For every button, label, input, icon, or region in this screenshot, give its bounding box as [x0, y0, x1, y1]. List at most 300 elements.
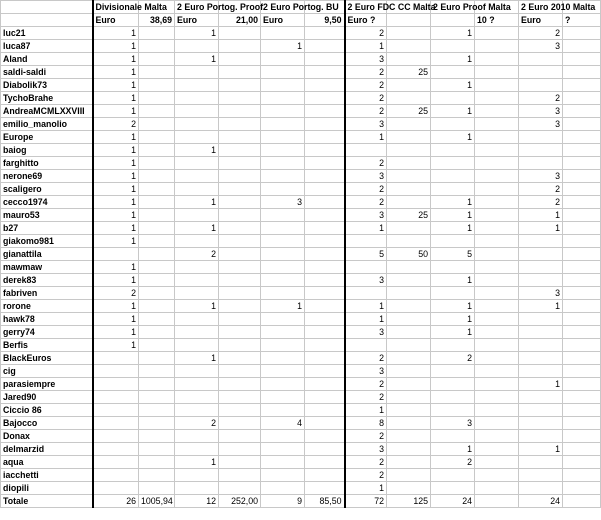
table-cell[interactable]: [93, 391, 139, 404]
table-cell[interactable]: 3: [519, 105, 563, 118]
row-label-cell[interactable]: derek83: [1, 274, 93, 287]
table-cell[interactable]: 2: [345, 183, 387, 196]
table-cell[interactable]: 1: [175, 300, 219, 313]
row-label-cell[interactable]: fabriven: [1, 287, 93, 300]
table-cell[interactable]: [261, 404, 305, 417]
table-cell[interactable]: [93, 352, 139, 365]
table-cell[interactable]: 25: [387, 105, 431, 118]
table-cell[interactable]: [261, 248, 305, 261]
row-label-cell[interactable]: iacchetti: [1, 469, 93, 482]
table-cell[interactable]: [219, 430, 261, 443]
table-cell[interactable]: [139, 469, 175, 482]
table-cell[interactable]: 1: [175, 456, 219, 469]
table-cell[interactable]: [475, 300, 519, 313]
table-cell[interactable]: [519, 404, 563, 417]
table-cell[interactable]: 1: [93, 144, 139, 157]
table-cell[interactable]: 2: [519, 92, 563, 105]
table-cell[interactable]: 1: [93, 53, 139, 66]
table-cell[interactable]: 2: [345, 66, 387, 79]
table-cell[interactable]: [563, 92, 601, 105]
table-cell[interactable]: [219, 339, 261, 352]
table-cell[interactable]: [261, 391, 305, 404]
table-cell[interactable]: [139, 261, 175, 274]
table-cell[interactable]: [519, 79, 563, 92]
table-cell[interactable]: [475, 79, 519, 92]
table-cell[interactable]: [219, 378, 261, 391]
row-label-cell[interactable]: nerone69: [1, 170, 93, 183]
table-cell[interactable]: [563, 235, 601, 248]
table-cell[interactable]: [519, 157, 563, 170]
table-cell[interactable]: [387, 430, 431, 443]
table-cell[interactable]: [345, 261, 387, 274]
row-label-cell[interactable]: saldi-saldi: [1, 66, 93, 79]
table-cell[interactable]: [387, 196, 431, 209]
table-cell[interactable]: [219, 53, 261, 66]
table-cell[interactable]: [93, 378, 139, 391]
row-label-cell[interactable]: Bajocco: [1, 417, 93, 430]
table-cell[interactable]: 1: [93, 326, 139, 339]
table-cell[interactable]: [387, 339, 431, 352]
table-cell[interactable]: [563, 53, 601, 66]
table-cell[interactable]: [519, 131, 563, 144]
table-cell[interactable]: [387, 274, 431, 287]
table-cell[interactable]: [261, 352, 305, 365]
table-cell[interactable]: [475, 443, 519, 456]
table-cell[interactable]: [139, 287, 175, 300]
table-cell[interactable]: [261, 209, 305, 222]
table-cell[interactable]: 2: [345, 352, 387, 365]
table-cell[interactable]: [139, 170, 175, 183]
table-cell[interactable]: [139, 313, 175, 326]
table-cell[interactable]: [305, 313, 345, 326]
table-cell[interactable]: [219, 352, 261, 365]
table-cell[interactable]: [475, 222, 519, 235]
table-cell[interactable]: [93, 482, 139, 495]
table-cell[interactable]: [305, 339, 345, 352]
table-cell[interactable]: 1: [175, 196, 219, 209]
table-cell[interactable]: [563, 300, 601, 313]
table-cell[interactable]: [219, 261, 261, 274]
table-cell[interactable]: 2: [345, 92, 387, 105]
table-cell[interactable]: [305, 391, 345, 404]
table-cell[interactable]: [563, 118, 601, 131]
table-cell[interactable]: 2: [519, 196, 563, 209]
table-cell[interactable]: [431, 118, 475, 131]
table-cell[interactable]: [261, 222, 305, 235]
table-cell[interactable]: [563, 261, 601, 274]
table-cell[interactable]: [261, 482, 305, 495]
table-cell[interactable]: [139, 430, 175, 443]
table-cell[interactable]: [139, 209, 175, 222]
table-cell[interactable]: 3: [345, 209, 387, 222]
table-cell[interactable]: [139, 365, 175, 378]
table-cell[interactable]: [93, 404, 139, 417]
table-cell[interactable]: [431, 183, 475, 196]
table-cell[interactable]: 1: [519, 209, 563, 222]
table-cell[interactable]: 4: [261, 417, 305, 430]
table-cell[interactable]: [563, 157, 601, 170]
table-cell[interactable]: [519, 261, 563, 274]
table-cell[interactable]: [305, 287, 345, 300]
table-cell[interactable]: [387, 14, 431, 27]
table-cell[interactable]: [475, 118, 519, 131]
table-cell[interactable]: [175, 326, 219, 339]
table-cell[interactable]: [175, 430, 219, 443]
table-cell[interactable]: [431, 235, 475, 248]
table-cell[interactable]: [139, 391, 175, 404]
table-cell[interactable]: [563, 326, 601, 339]
table-cell[interactable]: [219, 313, 261, 326]
table-cell[interactable]: [139, 105, 175, 118]
table-cell[interactable]: [387, 170, 431, 183]
table-cell[interactable]: [139, 66, 175, 79]
row-label-cell[interactable]: scaligero: [1, 183, 93, 196]
table-cell[interactable]: [219, 105, 261, 118]
table-cell[interactable]: 12: [175, 495, 219, 508]
table-cell[interactable]: 3: [519, 287, 563, 300]
table-cell[interactable]: 2: [345, 456, 387, 469]
table-cell[interactable]: [519, 391, 563, 404]
row-label-cell[interactable]: luca87: [1, 40, 93, 53]
table-cell[interactable]: [219, 326, 261, 339]
table-cell[interactable]: [563, 313, 601, 326]
table-cell[interactable]: 1: [93, 183, 139, 196]
table-cell[interactable]: 3: [519, 118, 563, 131]
table-cell[interactable]: [219, 196, 261, 209]
table-cell[interactable]: 3: [519, 40, 563, 53]
table-cell[interactable]: 125: [387, 495, 431, 508]
table-cell[interactable]: [219, 365, 261, 378]
table-cell[interactable]: [261, 144, 305, 157]
table-cell[interactable]: 3: [345, 274, 387, 287]
table-cell[interactable]: 1: [345, 222, 387, 235]
table-cell[interactable]: [475, 339, 519, 352]
table-cell[interactable]: 21,00: [219, 14, 261, 27]
table-cell[interactable]: [219, 118, 261, 131]
table-cell[interactable]: 3: [345, 326, 387, 339]
table-cell[interactable]: [387, 469, 431, 482]
table-cell[interactable]: 2 Euro FDC CC Malta: [345, 1, 387, 14]
table-cell[interactable]: 1: [93, 27, 139, 40]
table-cell[interactable]: [261, 79, 305, 92]
row-label-cell[interactable]: aqua: [1, 456, 93, 469]
table-cell[interactable]: 2: [345, 391, 387, 404]
table-cell[interactable]: [519, 417, 563, 430]
table-cell[interactable]: [519, 66, 563, 79]
table-cell[interactable]: Divisionale Malta: [93, 1, 139, 14]
table-cell[interactable]: [387, 131, 431, 144]
table-cell[interactable]: [219, 144, 261, 157]
table-cell[interactable]: [261, 469, 305, 482]
row-label-cell[interactable]: farghitto: [1, 157, 93, 170]
table-cell[interactable]: [219, 79, 261, 92]
table-cell[interactable]: [475, 469, 519, 482]
table-cell[interactable]: [563, 469, 601, 482]
table-cell[interactable]: [219, 248, 261, 261]
table-cell[interactable]: [305, 209, 345, 222]
table-cell[interactable]: [475, 40, 519, 53]
table-cell[interactable]: 1: [175, 352, 219, 365]
row-label-cell[interactable]: Donax: [1, 430, 93, 443]
table-cell[interactable]: ?: [563, 14, 601, 27]
table-cell[interactable]: 2 Euro Proof Malta: [431, 1, 475, 14]
table-cell[interactable]: [139, 118, 175, 131]
table-cell[interactable]: 2: [93, 287, 139, 300]
table-cell[interactable]: [93, 469, 139, 482]
row-label-cell[interactable]: Aland: [1, 53, 93, 66]
table-cell[interactable]: 1: [93, 66, 139, 79]
row-label-cell[interactable]: cig: [1, 365, 93, 378]
table-cell[interactable]: [261, 261, 305, 274]
table-cell[interactable]: [175, 105, 219, 118]
table-cell[interactable]: [345, 287, 387, 300]
table-cell[interactable]: 5: [431, 248, 475, 261]
table-cell[interactable]: [387, 235, 431, 248]
row-label-cell[interactable]: rorone: [1, 300, 93, 313]
row-label-cell[interactable]: Jared90: [1, 391, 93, 404]
table-cell[interactable]: [261, 378, 305, 391]
table-cell[interactable]: [139, 144, 175, 157]
table-cell[interactable]: 2: [345, 105, 387, 118]
table-cell[interactable]: [305, 157, 345, 170]
table-cell[interactable]: [519, 365, 563, 378]
table-cell[interactable]: [175, 79, 219, 92]
table-cell[interactable]: Euro ?: [345, 14, 387, 27]
table-cell[interactable]: [261, 157, 305, 170]
row-label-cell[interactable]: luc21: [1, 27, 93, 40]
table-cell[interactable]: [387, 53, 431, 66]
table-cell[interactable]: 1: [93, 157, 139, 170]
row-label-cell[interactable]: TychoBrahe: [1, 92, 93, 105]
table-cell[interactable]: [261, 443, 305, 456]
table-cell[interactable]: [387, 287, 431, 300]
table-cell[interactable]: [305, 183, 345, 196]
table-cell[interactable]: [93, 443, 139, 456]
table-cell[interactable]: [305, 196, 345, 209]
table-cell[interactable]: [139, 27, 175, 40]
table-cell[interactable]: [175, 66, 219, 79]
table-cell[interactable]: [219, 92, 261, 105]
table-cell[interactable]: 5: [345, 248, 387, 261]
table-cell[interactable]: 1: [345, 404, 387, 417]
table-cell[interactable]: [305, 378, 345, 391]
table-cell[interactable]: 1: [93, 222, 139, 235]
table-cell[interactable]: [563, 365, 601, 378]
table-cell[interactable]: [387, 300, 431, 313]
table-cell[interactable]: [475, 261, 519, 274]
table-cell[interactable]: [519, 456, 563, 469]
table-cell[interactable]: 3: [345, 118, 387, 131]
table-cell[interactable]: [563, 209, 601, 222]
table-cell[interactable]: [261, 170, 305, 183]
table-cell[interactable]: [475, 287, 519, 300]
table-cell[interactable]: [563, 404, 601, 417]
table-cell[interactable]: [519, 469, 563, 482]
table-cell[interactable]: [563, 378, 601, 391]
table-cell[interactable]: [305, 27, 345, 40]
table-cell[interactable]: [219, 274, 261, 287]
table-cell[interactable]: [175, 469, 219, 482]
table-cell[interactable]: [519, 313, 563, 326]
table-cell[interactable]: [305, 365, 345, 378]
table-cell[interactable]: [175, 274, 219, 287]
table-cell[interactable]: [563, 287, 601, 300]
table-cell[interactable]: [305, 79, 345, 92]
table-cell[interactable]: [305, 430, 345, 443]
table-cell[interactable]: [519, 248, 563, 261]
row-label-cell[interactable]: Berfis: [1, 339, 93, 352]
table-cell[interactable]: [431, 391, 475, 404]
table-cell[interactable]: [175, 261, 219, 274]
table-cell[interactable]: 1: [431, 53, 475, 66]
table-cell[interactable]: 24: [431, 495, 475, 508]
table-cell[interactable]: [175, 157, 219, 170]
table-cell[interactable]: [519, 326, 563, 339]
table-cell[interactable]: [563, 196, 601, 209]
table-cell[interactable]: 26: [93, 495, 139, 508]
table-cell[interactable]: 1: [431, 131, 475, 144]
table-cell[interactable]: [93, 248, 139, 261]
table-cell[interactable]: [387, 261, 431, 274]
table-cell[interactable]: [387, 456, 431, 469]
table-cell[interactable]: 2: [93, 118, 139, 131]
table-cell[interactable]: [519, 430, 563, 443]
table-cell[interactable]: 8: [345, 417, 387, 430]
table-cell[interactable]: [175, 118, 219, 131]
table-cell[interactable]: [261, 274, 305, 287]
table-cell[interactable]: [563, 495, 601, 508]
table-cell[interactable]: [261, 118, 305, 131]
row-label-cell[interactable]: delmarzid: [1, 443, 93, 456]
table-cell[interactable]: [219, 404, 261, 417]
table-cell[interactable]: [387, 443, 431, 456]
row-label-cell[interactable]: gianattila: [1, 248, 93, 261]
table-cell[interactable]: [261, 313, 305, 326]
table-cell[interactable]: [175, 313, 219, 326]
table-cell[interactable]: [219, 235, 261, 248]
table-cell[interactable]: [219, 469, 261, 482]
table-cell[interactable]: 1: [431, 79, 475, 92]
table-cell[interactable]: [139, 222, 175, 235]
table-cell[interactable]: [519, 144, 563, 157]
table-cell[interactable]: [139, 79, 175, 92]
table-cell[interactable]: [219, 183, 261, 196]
table-cell[interactable]: [93, 365, 139, 378]
table-cell[interactable]: [431, 40, 475, 53]
table-cell[interactable]: 38,69: [139, 14, 175, 27]
row-label-cell[interactable]: Europe: [1, 131, 93, 144]
table-cell[interactable]: [305, 235, 345, 248]
table-cell[interactable]: [93, 417, 139, 430]
table-cell[interactable]: 1: [175, 222, 219, 235]
table-cell[interactable]: [139, 196, 175, 209]
table-cell[interactable]: [519, 482, 563, 495]
table-cell[interactable]: 1: [431, 105, 475, 118]
table-cell[interactable]: [305, 222, 345, 235]
table-cell[interactable]: 1: [431, 443, 475, 456]
row-label-cell[interactable]: hawk78: [1, 313, 93, 326]
table-cell[interactable]: [431, 482, 475, 495]
row-label-cell[interactable]: Diabolik73: [1, 79, 93, 92]
table-cell[interactable]: 1: [519, 222, 563, 235]
row-label-cell[interactable]: parasiempre: [1, 378, 93, 391]
table-cell[interactable]: [431, 469, 475, 482]
table-cell[interactable]: [387, 27, 431, 40]
table-cell[interactable]: [219, 157, 261, 170]
table-cell[interactable]: [139, 274, 175, 287]
table-cell[interactable]: [387, 313, 431, 326]
table-cell[interactable]: [519, 339, 563, 352]
row-label-cell[interactable]: baiog: [1, 144, 93, 157]
table-cell[interactable]: [475, 495, 519, 508]
table-cell[interactable]: [261, 131, 305, 144]
table-cell[interactable]: [563, 40, 601, 53]
table-cell[interactable]: [519, 274, 563, 287]
table-cell[interactable]: [219, 222, 261, 235]
table-cell[interactable]: 1: [519, 443, 563, 456]
table-cell[interactable]: [431, 144, 475, 157]
table-cell[interactable]: 1: [431, 196, 475, 209]
table-cell[interactable]: Euro: [519, 14, 563, 27]
table-cell[interactable]: [387, 222, 431, 235]
table-cell[interactable]: [139, 404, 175, 417]
table-cell[interactable]: 1: [93, 170, 139, 183]
table-cell[interactable]: 1: [345, 40, 387, 53]
row-label-cell[interactable]: mauro53: [1, 209, 93, 222]
table-cell[interactable]: 2: [345, 157, 387, 170]
table-cell[interactable]: [475, 144, 519, 157]
table-cell[interactable]: [475, 131, 519, 144]
table-cell[interactable]: 1: [431, 326, 475, 339]
table-cell[interactable]: [563, 430, 601, 443]
table-cell[interactable]: [431, 261, 475, 274]
table-cell[interactable]: Euro: [175, 14, 219, 27]
table-cell[interactable]: [261, 27, 305, 40]
table-cell[interactable]: [475, 391, 519, 404]
table-cell[interactable]: [139, 235, 175, 248]
table-cell[interactable]: [431, 14, 475, 27]
table-cell[interactable]: [475, 378, 519, 391]
table-cell[interactable]: 1: [93, 131, 139, 144]
table-cell[interactable]: [175, 404, 219, 417]
table-cell[interactable]: [261, 287, 305, 300]
table-cell[interactable]: 25: [387, 66, 431, 79]
table-cell[interactable]: 3: [345, 365, 387, 378]
table-cell[interactable]: [219, 443, 261, 456]
table-cell[interactable]: [305, 118, 345, 131]
table-cell[interactable]: [175, 365, 219, 378]
table-cell[interactable]: [475, 196, 519, 209]
table-cell[interactable]: 3: [519, 170, 563, 183]
table-cell[interactable]: [431, 430, 475, 443]
table-cell[interactable]: 72: [345, 495, 387, 508]
table-cell[interactable]: [431, 66, 475, 79]
table-cell[interactable]: [475, 430, 519, 443]
table-cell[interactable]: 1: [431, 274, 475, 287]
table-cell[interactable]: [305, 469, 345, 482]
table-cell[interactable]: [387, 417, 431, 430]
table-cell[interactable]: [219, 209, 261, 222]
table-cell[interactable]: 24: [519, 495, 563, 508]
table-cell[interactable]: 1: [93, 300, 139, 313]
table-cell[interactable]: [563, 79, 601, 92]
table-cell[interactable]: 1: [93, 196, 139, 209]
table-cell[interactable]: [305, 144, 345, 157]
table-cell[interactable]: [475, 27, 519, 40]
table-cell[interactable]: [175, 183, 219, 196]
table-cell[interactable]: [175, 40, 219, 53]
table-cell[interactable]: 2: [431, 352, 475, 365]
